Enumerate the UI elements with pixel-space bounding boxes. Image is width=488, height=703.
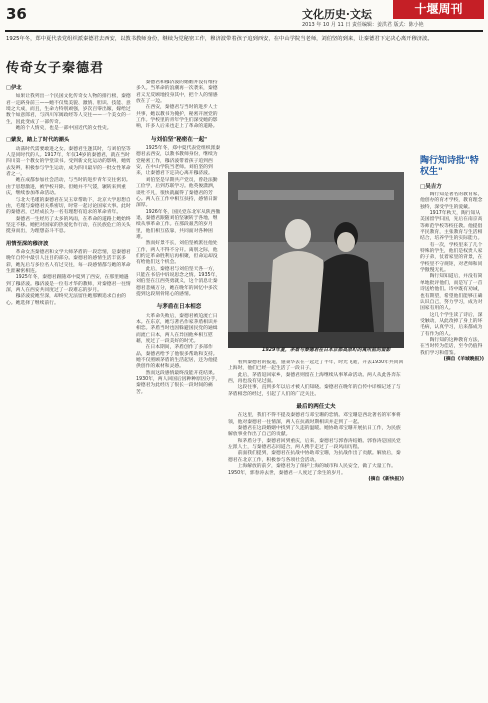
section-title: 文化历史·文坛	[302, 8, 372, 21]
article-intro: 1925年冬，郑中夏代表党组织派秦德君去西安，以教书教师身份，继续为党秘密工作，穆济波带着孩子追到西安，在中山学院当老师，刘伯坚的到来，让秦德君下定决心离开穆济波。	[6, 36, 433, 42]
dateline: 2013 年 10 月 11 日 责任编辑：姜洪君 版式：陈小艳	[302, 22, 424, 28]
sidebar-article-author: □吴吉方	[420, 184, 442, 190]
paragraph: 此后，茅盾返回家乡，秦德君则留在上海继续从事革命活动。两人从此各奔东西，再也没有见过面。	[228, 372, 401, 385]
source-credit: (摘自《新快报》)	[368, 476, 404, 482]
paragraph: 陶行知的这种教育方法，在当时传为佳话，至今仍值得我们学习和借鉴。	[420, 337, 483, 356]
paragraph: 大革命失败后，秦德君被迫流亡日本。在东京，她与著名作家茅盾相识并相恋。茅盾当时也因躲避国民党的通缉而流亡日本，两人在异国他乡相互慰藉，度过了一段美好的时光。	[136, 313, 218, 345]
paragraph: 革命女杰秦德君和文学大师茅盾的一段恋情，是秦德君晚年自传中最引人注目的部分。秦德君的感情生活丰富多彩，她先后与多位名人有过交往，每一段感情都与她的革命生涯紧密相连。	[6, 249, 131, 274]
paragraph: 秦德君和穆济波的婚姻并没有维持多久。当革命的浪潮再一次袭来，秦德君义无反顾地投身其中，把个人的情感放在了一边。	[136, 80, 218, 105]
paragraph: 陶行知是著名的教育家，他创办的育才学校，教育理念独特，深受学生的爱戴。	[420, 192, 483, 210]
paragraph: 秦德君在这段婚姻中找到了久违的温暖。她协助邓宝珊开展抗日工作，为民族解放事业作出了自己的贡献。	[228, 426, 401, 438]
article-column-2	[136, 80, 222, 695]
paragraph: 上海解放的前夕，秦德君为了保护上海的城市和人民安全，做了大量工作。1950年，郭春涛去世，秦德君一人度过了余生的岁月。	[228, 464, 396, 476]
section-heading: □伊北	[6, 85, 22, 91]
page-number: 36	[6, 5, 27, 23]
column-tag-banner: 十堰周刊	[393, 0, 484, 19]
paragraph: 看到秦德君的报道，施秉华去在一起过了半年，时光飞逝，开去1930年共同回上海时，他们已经一起生活了一段日子。	[228, 360, 404, 372]
paragraph: 陶行知知道后，并没有简单地批评他们，而是写了一首诗送给他们。诗中既有劝诫，也有期望，希望他们能够正确认识自己，努力学习，成为对国家有用的人。	[420, 274, 483, 312]
paragraph: 然而好景不长，刘伯坚被派往他处工作，两人不得不分开。离别之际，他们约定革命胜利后再相聚，但命运却没有给他们这个机会。	[136, 241, 218, 266]
paragraph: 1925年冬，秦德君跟随邓中夏到了西安，在那里她遇到了穆济波。穆济波是一位有才华的教师，对秦德君一往情深，两人在西安共同度过了一段难忘的岁月。	[6, 275, 131, 293]
photo-caption: 1929年夏，茅盾与秦德君在日本京都高原町的寓所前的留影	[262, 348, 391, 353]
section-heading: 与刘伯坚"秘密在一起"	[150, 136, 208, 143]
paragraph: 这几个学生读了诗后，深受触动，从此改掉了身上的坏毛病，认真学习，后来都成为了有作为的人。	[420, 312, 483, 337]
paragraph: 她的个人情史，也是一部中国近代的女性史。	[15, 126, 112, 132]
paragraph: 如果让我列出一个民国文化传奇女人物的排行榜，秦德君一定跻身前三——她不仅集美貌、激情、胆识、技能、意境之大成，而且，生命力特别顽强，岁次百零出嫁，嫁给过数个如意郎君，与四川军阀政经等人交往——一个美女的一生，因此变成了一部传奇。	[6, 94, 131, 125]
historical-photo	[228, 172, 404, 348]
paragraph: 秦德君一生经历了太多的风雨，在革命的道路上她始终坚定不移。她把对国家的热爱化作行动，在民族危亡的关头挺身而出，为理想奋斗不息。	[6, 216, 131, 235]
paragraph: 1917年秋天，陶行知从美国留学归国，先后在南京高等师范学校等校任教。他提倡平民教育，主张教育与生活相结合，培养学生的实际能力。	[420, 211, 483, 242]
paragraph: 此后，秦德君与刘伯坚天各一方，只能在书信中诉说思念之情。1935年，刘伯坚在江西英勇就义，这个消息让秦德君悲痛万分，她在晚年的回忆中多次提到这段刻骨铭心的感情。	[136, 266, 221, 297]
paragraph: 有一次，学校里来了几个特殊的学生，他们是权贵人家的子弟，仗着家里的背景，在学校里不守规矩，对老师和同学傲慢无礼。	[420, 242, 483, 274]
section-heading: 用情至深的穆济波	[6, 240, 49, 247]
paragraph: 和茅盾分手，秦德君回到重庆，后来，秦德君与郭春涛结婚。郭春涛是国民党左派人士，与秦德君志同道合，两人携手走过了一段风雨历程。	[228, 438, 401, 451]
paragraph: 她在成都参加社会活动，与当时的进步青年交往密切。由于思想激进，被学校开除。但她并不气馁，辗转来到重庆，继续参加革命活动。	[6, 178, 131, 197]
paragraph: 在日本期间，茅盾创作了多部作品，秦德君给予了他很多帮助和支持。她不仅照顾茅盾的生活起居，还为他提供创作的素材和灵感。	[136, 345, 218, 370]
paragraph: 穆济波爱她至深，却终究无法留住她那颗追求自由的心。她选择了继续前行。	[6, 294, 126, 306]
source-credit: (摘自《羊城晚报》)	[443, 356, 484, 362]
paragraph: 在这里，我们不得不提及秦德君与邓宝珊的恋情。邓宝珊是西北著名的军事将领，他对秦德君一往情深，两人在抗战时期相识并走到了一起。	[228, 413, 401, 425]
article-title: 传奇女子秦德君	[6, 61, 105, 76]
sidebar-article-title: 陶行知诗批"特权生"	[420, 156, 479, 177]
paragraph: 这段往事，直到多年以后才被人们知晓。秦德君在晚年的自传中详细记述了与茅盾相恋的经过，引起了人们的广泛关注。	[228, 385, 401, 397]
paragraph: 在西安，秦德君与当时的进步人士共事，她以教书为掩护，秘密开展党的工作。学校里的青年学生们深受她的影响，许多人后来也走上了革命的道路。	[136, 105, 218, 130]
article-column-1	[6, 80, 131, 695]
section-heading: □蒙发，踏上了时代的潮头	[6, 137, 70, 144]
paragraph: 1925年冬，郑中夏代表党组织派秦德君去西安，以教书教师身份，继续为党秘密工作，穆济波带着孩子追到西安，在中山学院当老师。刘伯坚的到来，让秦德君下定决心离开穆济波。	[136, 146, 221, 177]
paragraph: 刘伯坚是早期共产党员，曾赴法勤工俭学，后到苏联学习。他英俊潇洒，谈吐不凡，很快就赢得了秦德君的芳心。两人在工作中相互扶持，感情日渐深厚。	[136, 177, 218, 209]
paragraph: 动荡时代需要敢进之女。秦德君生逢其时，与刘伯坚等人是同时代的人。1917年，年仅14岁的秦德君，就在当时四川第一个教女的学堂读书。受到新文化运动的影响，她剪去发辫，积极参与学生运动，成为四川最早的一批女性革命者之一。	[6, 146, 131, 178]
paragraph: 前面我们提到，秦德君在抗战中协助邓宝珊，为抗战作出了贡献。解放后，秦德君在北京工作，积极参与各项社会活动。	[228, 451, 401, 463]
header-rule	[5, 30, 483, 32]
section-heading: 与茅盾在日本相恋	[156, 304, 202, 311]
paragraph: 然而这段感情最终没能开花结果。1930年，两人回国后因种种原因分手，秦德君为此经历了很长一段时间的痛苦。	[136, 370, 221, 395]
section-heading: 最后的两任丈夫	[296, 404, 336, 411]
sidebar-article-body	[420, 192, 484, 695]
paragraph: 与北大毛瑾的秦德君在吴玉章帮助下，北京大学思想自由，毛瑾与秦德君关系密切，时常一起讨论国家大事。此时的秦德君，已经成长为一名有理想有追求的革命青年。	[6, 197, 131, 216]
article-column-3	[228, 360, 404, 695]
paragraph: 1926年冬，国民党东北军从陕西撤退，秦德君跟随刘伯坚辗转于各地，继续从事革命工作。在那段艰苦的岁月里，他们相互依靠，共同面对各种困难。	[136, 209, 221, 240]
